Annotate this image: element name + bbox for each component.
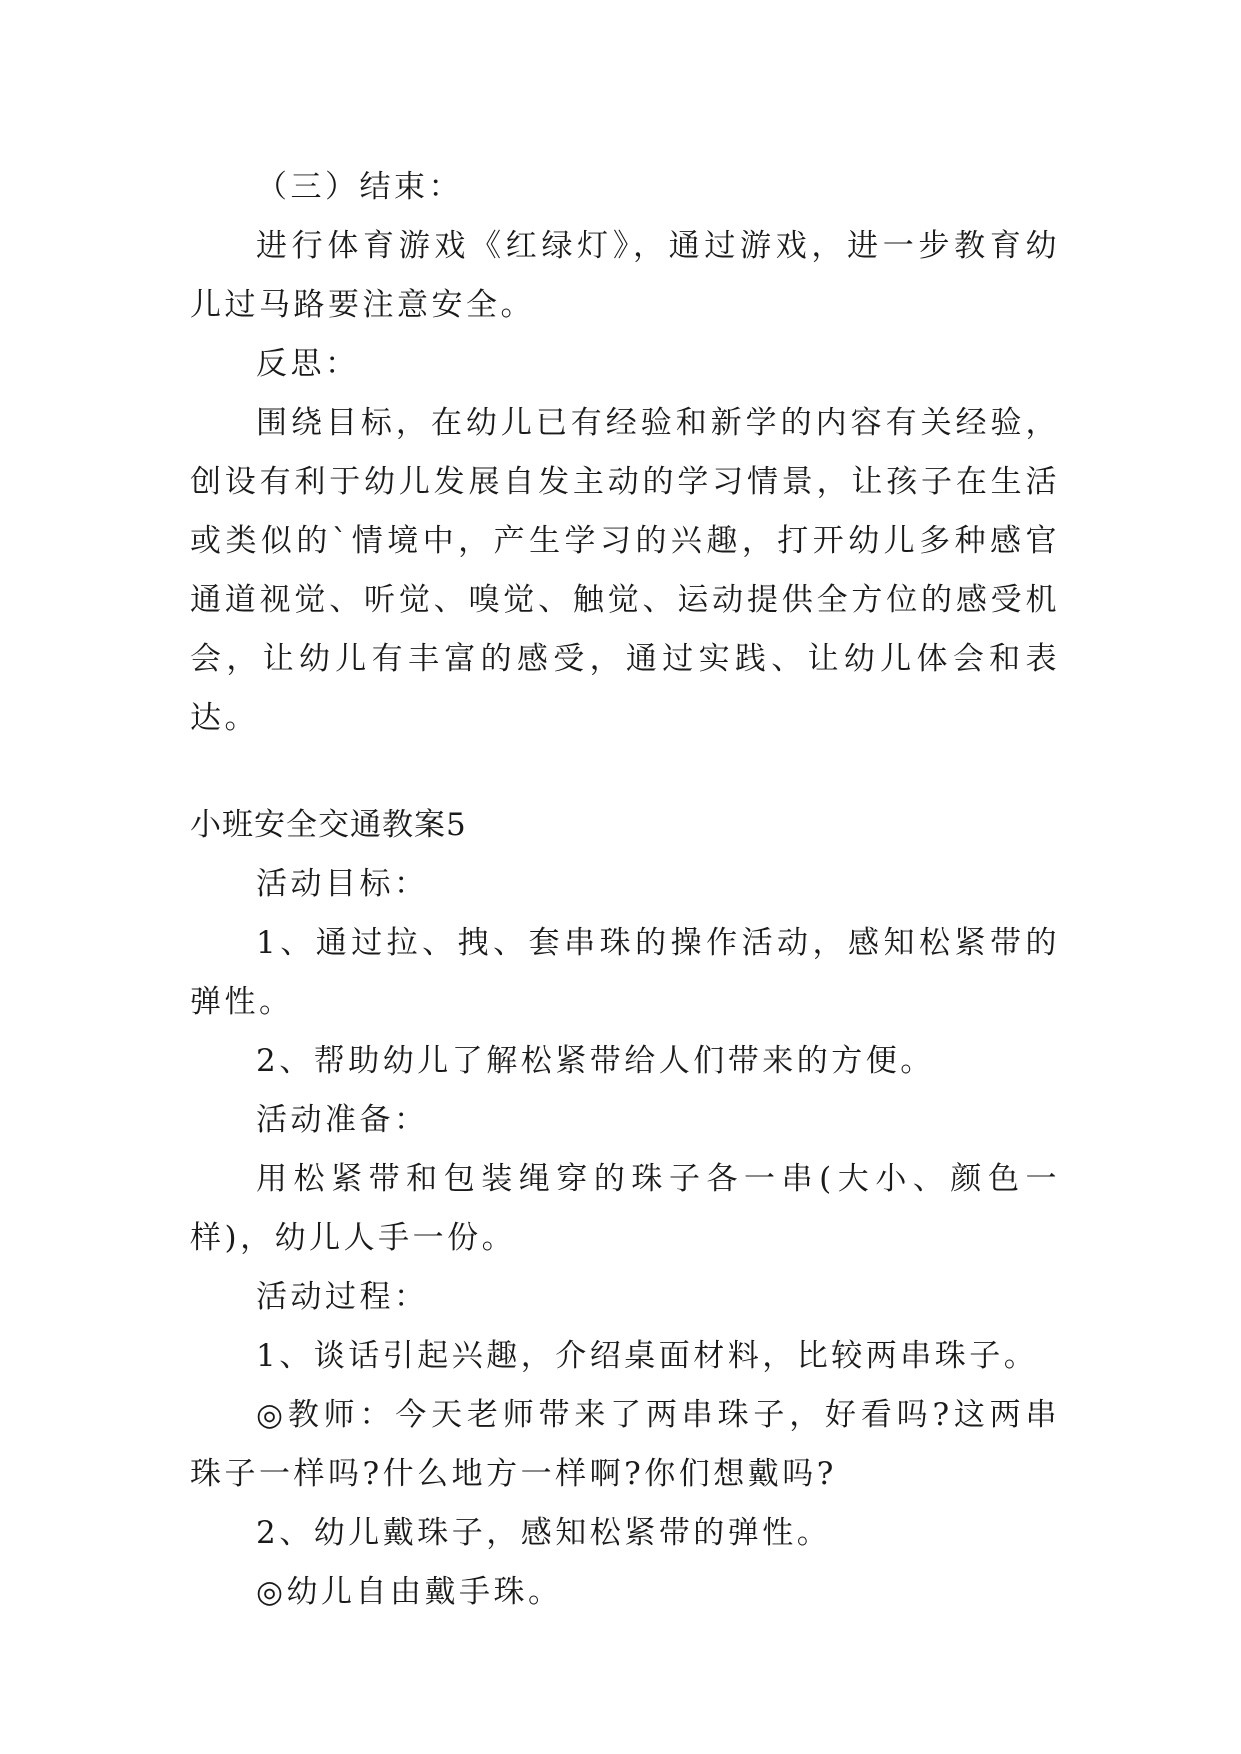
part3-heading: （三）结束： [256,169,463,205]
goal-heading: 活动目标： [256,866,429,902]
reflection-paragraph: 围绕目标，在幼儿已有经验和新学的内容有关经验，创设有利于幼儿发展自发主动的学习情景，让孩子在生活或类似的`情境中，产生学习的兴趣，打开幼儿多种感官通道视觉、听觉、嗅觉、触觉、运动提供全方位的感受机会，让幼儿有丰富的感受，通过实践、让幼儿体会和表达。 [190,405,1060,736]
goal-item-1: 1、通过拉、拽、套串珠的操作活动，感知松紧带的弹性。 [190,925,1060,1020]
process-heading: 活动过程： [256,1279,429,1315]
process-item-2: 2、幼儿戴珠子，感知松紧带的弹性。 [256,1515,832,1551]
document-body [190,158,1060,1622]
goal-item-2: 2、帮助幼儿了解松紧带给人们带来的方便。 [256,1043,935,1079]
reflection-heading: 反思： [256,346,360,382]
part3-paragraph: 进行体育游戏《红绿灯》，通过游戏，进一步教育幼儿过马路要注意安全。 [190,228,1060,323]
lesson-title: 小班安全交通教案5 [190,807,467,843]
child-activity: ◎幼儿自由戴手珠。 [256,1574,563,1610]
process-item-1: 1、谈话引起兴趣，介绍桌面材料，比较两串珠子。 [256,1338,1039,1374]
prep-heading: 活动准备： [256,1102,429,1138]
teacher-dialogue: ◎教师：今天老师带来了两串珠子，好看吗?这两串珠子一样吗?什么地方一样啊?你们想戴吗? [190,1397,1060,1492]
prep-paragraph: 用松紧带和包装绳穿的珠子各一串(大小、颜色一样)，幼儿人手一份。 [190,1161,1060,1256]
